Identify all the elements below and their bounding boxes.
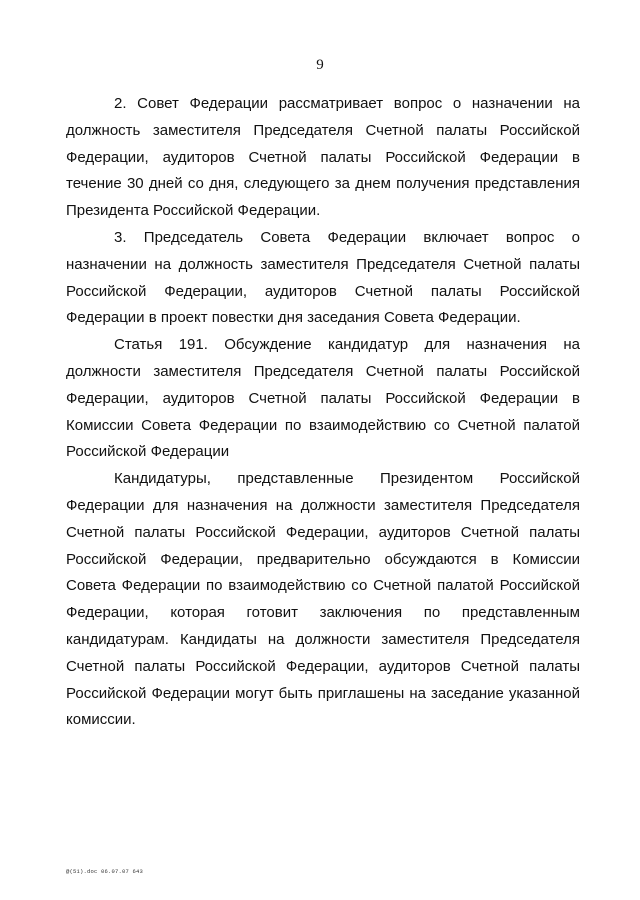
page-number: 9 bbox=[316, 57, 324, 73]
paragraph-clause-3: 3. Председатель Совета Федерации включает вопрос о назначении на должность заместителя Председателя Счетной палаты Российской Федерации, аудиторов Счетной палаты Российской Федерации в проект повестки дня заседания Совета Федерации. bbox=[66, 228, 580, 327]
paragraph-article-191-text: Кандидатуры, представленные Президентом Российской Федерации для назначения на должности заместителя Председателя Счетной палаты Российской Федерации, аудиторов Счетной палаты Российской Федерации, предварительно обсуждаются в Комиссии Совета Федерации по взаимодействию со Счетной палатой Российской Федерации, которая готовит заключения по представленным кандидатурам. Кандидаты на должности заместителя Председателя Счетной палаты Российской Федерации, аудиторов Счетной палаты Российской Федерации могут быть приглашены на заседание указанной комиссии. bbox=[66, 470, 580, 729]
footer-file-code: @(51).doc 06.07.07 643 bbox=[66, 868, 144, 875]
article-191-heading: Статья 191. Обсуждение кандидатур для назначения на должности заместителя Председателя Счетной палаты Российской Федерации, аудиторов Счетной палаты Российской Федерации в Комиссии Совета Федерации по взаимодействию со Счетной палатой Российской Федерации bbox=[66, 336, 580, 461]
paragraph-clause-2: 2. Совет Федерации рассматривает вопрос о назначении на должность заместителя Председателя Счетной палаты Российской Федерации, аудиторов Счетной палаты Российской Федерации в течение 30 дней со дня, следующего за днем получения представления Президента Российской Федерации. bbox=[66, 95, 580, 220]
document-body bbox=[66, 91, 580, 734]
